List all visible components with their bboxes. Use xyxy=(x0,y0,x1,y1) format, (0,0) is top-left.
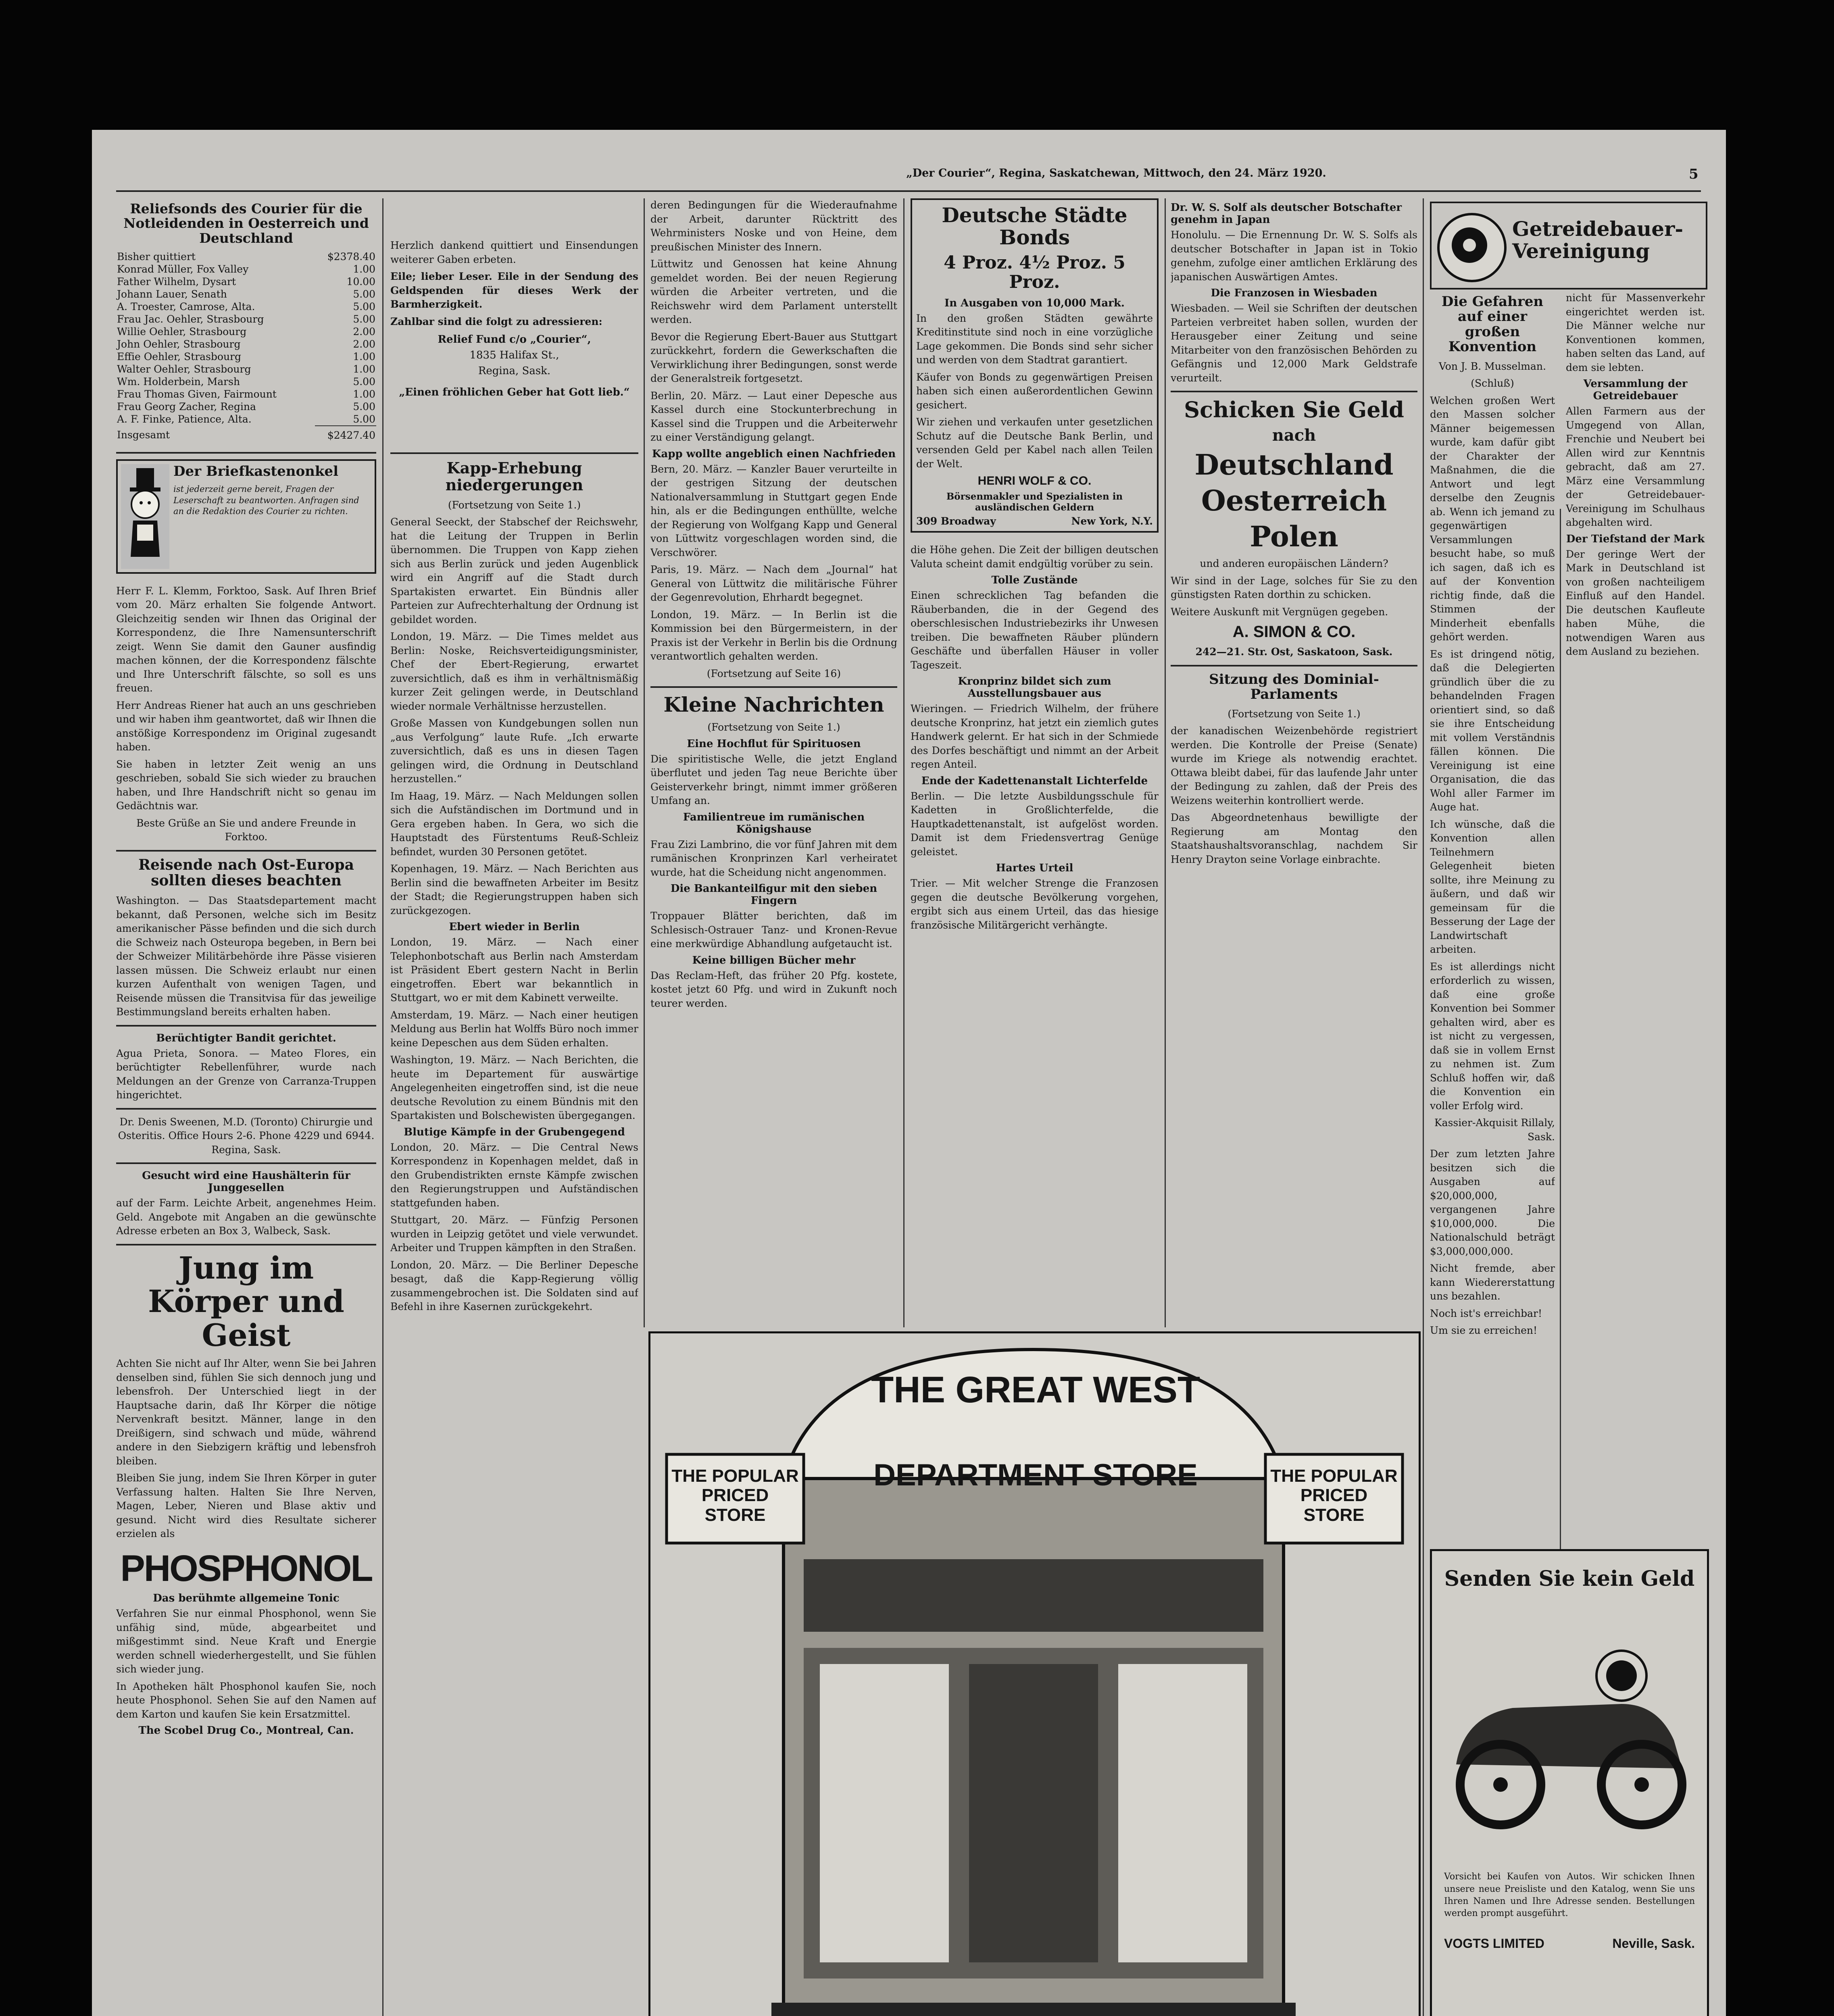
great-west-sign2: DEPARTMENT STORE xyxy=(873,1458,1198,1492)
relief-row xyxy=(116,325,376,338)
kapp-sub-title: Kapp wollte angeblich einen Nachfrieden xyxy=(652,448,896,460)
relief-amount: 10.00 xyxy=(346,275,375,287)
solf-title: Dr. W. S. Solf als deutscher Botschafter genehm in Japan xyxy=(1171,202,1402,226)
kapp-body2: London, 19. März. — Die Times meldet aus Berlin: Noske, Reichsverteidigungsminister, Chef der Ebert-Regierung, erwartet zuversichtlich, daß es ihm in verhältnismäßig kurzer Zeit gelingen werde, in Deutschland wieder normale Verhältnisse herzustellen. xyxy=(390,631,638,712)
schicken-country-1: Deutschland xyxy=(1194,448,1394,482)
bonds-body2: Käufer von Bonds zu gegenwärtigen Preisen haben sich einen außerordentlichen Gewinn gesichert. xyxy=(916,371,1153,411)
bonds-address: 309 Broadway xyxy=(916,515,996,527)
dominion-title: Sitzung des Dominial-Parlaments xyxy=(1209,671,1379,703)
relief-fund xyxy=(116,202,376,442)
column-6a xyxy=(1430,291,1555,1541)
dominion-body2: Das Abgeordnetenhaus bewilligte der Regierung am Montag den Staatshaushaltsvoranschlag, nachdem Sir Henry Drayton seine Vorlage einbrachte. xyxy=(1171,812,1417,865)
relief-city: Regina, Sask. xyxy=(478,365,551,377)
fortsetzung-note: (Fortsetzung auf Seite 16) xyxy=(707,667,841,679)
urteil-title: Hartes Urteil xyxy=(996,862,1073,875)
popular-right: THE POPULAR PRICED STORE xyxy=(1270,1466,1398,1525)
relief-amount: 5.00 xyxy=(353,288,375,300)
bonds-firm: HENRI WOLF & CO. xyxy=(977,474,1092,488)
ebert-body: London, 19. März. — Nach einer Telephonbotschaft aus Berlin nach Amsterdam ist Präsident Ebert gestern Nacht in Berlin eingetroffen. Ebert war bekanntlich in Stuttgart, wo er mit dem Kabinett verweilte. xyxy=(390,936,638,1004)
column-5 xyxy=(1171,198,1417,1319)
page-number: 5 xyxy=(1689,166,1699,182)
mailbox-uncle-illustration xyxy=(121,464,169,569)
popular-left: THE POPULAR PRICED STORE xyxy=(671,1466,799,1525)
getreide-body2: Es ist dringend nötig, daß die Delegierten gründlich über die zu behandelnden Fragen orientiert sind, so daß sie ihre Entscheidung mit vollem Verständnis fällen können. Die Vereinigung ist eine Organisation, die das Wohl aller Farmer im Auge hat. xyxy=(1430,648,1555,813)
hochflut-title: Eine Hochflut für Spirituosen xyxy=(687,737,861,750)
vogts-city: Neville, Sask. xyxy=(1612,1936,1695,1951)
getreide-end3: Um sie zu erreichen! xyxy=(1430,1325,1538,1337)
relief-row xyxy=(116,313,376,325)
relief-donor: Frau Thomas Given, Fairmount xyxy=(117,388,277,400)
bank-body: Troppauer Blätter berichten, daß im Schlesisch-Ostrauer Tanz- und Kronen-Revue eine merkwürdige Abhandlung aufgetaucht ist. xyxy=(650,910,897,950)
schicken-body: Wir sind in der Lage, solches für Sie zu den günstigsten Raten dorthin zu schicken. xyxy=(1171,575,1417,601)
kleine-cont: (Fortsetzung von Seite 1.) xyxy=(707,721,840,733)
schicken-country-3: Polen xyxy=(1250,520,1338,554)
relief-motto: „Einen fröhlichen Geber hat Gott lieb.“ xyxy=(399,386,630,398)
column-4 xyxy=(911,198,1159,1319)
column-2 xyxy=(390,452,638,2016)
relief-amount: 5.00 xyxy=(353,413,375,425)
column-rule xyxy=(903,198,904,1327)
jung-body3: Verfahren Sie nur einmal Phosphonol, wenn Sie unfähig sind, müde, abgearbeitet und mißgestimmt sind. Neue Kraft und Energie werden schnell wiederhergestellt, und Sie fühlen sich wieder jung. xyxy=(116,1608,376,1675)
relief-donor: A. Troester, Camrose, Alta. xyxy=(117,300,255,312)
relief-row xyxy=(116,388,376,400)
column-3 xyxy=(650,198,897,1319)
mark-title: Der Tiefstand der Mark xyxy=(1566,533,1705,545)
relief-fund-name: Relief Fund c/o „Courier“, xyxy=(438,333,591,346)
simon-address: 242—21. Str. Ost, Saskatoon, Sask. xyxy=(1195,646,1393,658)
relief-row xyxy=(116,250,376,263)
versammlung-body: Allen Farmern aus der Umgegend von Allan, Frenchie und Neubert bei Allen wird zur Kenntnis gebracht, daß am 27. März eine Versammlung der Getreidebauer-Vereinigung im Schulhaus abgehalten wird. xyxy=(1566,405,1705,528)
reisende-title: Reisende nach Ost-Europa sollten dieses beachten xyxy=(138,856,354,889)
getreide-header-box xyxy=(1430,202,1707,289)
relief-address-label: Zahlbar sind die folgt zu adressieren: xyxy=(390,315,602,327)
london-report: London, 20. März. — Die Berliner Depesche besagt, daß die Kapp-Regierung völlig zusammengebrochen ist. Die Soldaten sind auf Befehl in ihre Kasernen zurückgekehrt. xyxy=(390,1259,638,1313)
briefkasten-text1: Herr F. L. Klemm, Forktoo, Sask. Auf Ihren Brief vom 20. März erhalten Sie folgende Antwort. Gleichzeitig senden wir Ihnen das Original der Korrespondenz, die Ihre Namensunterschrift zeigt. Wenn Sie damit den Gauner ausfindig machen können, der die Korrespondenz fälschte und Ihre Unterschrift fälschte, so soll es uns freuen. xyxy=(116,585,376,694)
kapp-sub-body: Bern, 20. März. — Kanzler Bauer verurteilte in der gestrigen Sitzung der deutschen Nationalversammlung in Stuttgart gegen Ende hin, als er die Bedingungen enthüllte, welche der Regierung von Wolfgang Kapp und General von Lüttwitz vorgeschlagen worden sind, die Verschwörer. xyxy=(650,463,897,558)
getreide-body3: Ich wünsche, daß die Konvention allen Teilnehmern Gelegenheit bieten sollte, ihre Meinung zu äußern, und daß wir gemeinsam für die Besserung der Lage der Landwirtschaft arbeiten. xyxy=(1430,818,1555,956)
jung-body4: In Apotheken hält Phosphonol kaufen Sie, noch heute Phosphonol. Sehen Sie auf den Namen auf dem Karton und kaufen Sie kein Ersatzmittel. xyxy=(116,1680,376,1720)
great-west-sign: THE GREAT WEST xyxy=(871,1369,1200,1410)
relief-total-label: Insgesamt xyxy=(117,429,170,441)
relief-row xyxy=(116,288,376,300)
getreide-sig: Kassier-Akquisit Rillaly, Sask. xyxy=(1434,1117,1555,1143)
kapp-body: General Seeckt, der Stabschef der Reichswehr, hat die Leitung der Truppen in Berlin übernommen. Die Truppen von Kapp ziehen sich aus Berlin zurück und jeden Augenblick wird ein Angriff auf die Stadt durch Spartakisten erwartet. Ein Bündnis aller Parteien zur Aufrechterhaltung der Ordnung ist gebildet worden. xyxy=(390,516,638,625)
column-6b xyxy=(1566,291,1705,1541)
briefkasten-title: Der Briefkastenonkel xyxy=(173,463,338,479)
bandit-title: Berüchtigter Bandit gerichtet. xyxy=(156,1032,336,1044)
column-rule xyxy=(1165,198,1166,1327)
versammlung-title: Versammlung der Getreidebauer xyxy=(1583,378,1688,402)
vogts-body: Vorsicht bei Kaufen von Autos. Wir schicken Ihnen unsere neue Preisliste und den Katalog, wenn Sie uns Ihren Namen und Ihre Adresse senden. Bestellungen werden prompt ausgeführt. xyxy=(1444,1872,1695,1919)
newspaper-page xyxy=(92,130,1726,2016)
relief-amount: 2.00 xyxy=(353,325,375,337)
relief-donor: Frau Georg Zacher, Regina xyxy=(117,400,256,412)
relief-donor: Johann Lauer, Senath xyxy=(117,288,227,300)
schicken-title: Schicken Sie Geld xyxy=(1184,397,1404,423)
vogts-firm: VOGTS LIMITED xyxy=(1444,1936,1544,1951)
col2-intro: deren Bedingungen für die Wiederaufnahme der Arbeit, darunter Rücktritt des Wehrministers Noske und von Heine, dem preußischen Minister des Innern. xyxy=(650,199,897,253)
kopenhagen-report: Kopenhagen, 19. März. — Nach Berichten aus Berlin sind die bewaffneten Arbeiter im Besitz der Stadt; die Regierungstruppen haben sich zurückgezogen. xyxy=(390,863,638,916)
relief-appeal xyxy=(390,198,638,448)
kapp-body3: Große Massen von Kundgebungen sollen nun „aus Verfolgung“ laute Rufe. „Ich erwarte zuversichtlich, daß es uns in diesen Tagen gelingen wird, die Ordnung in Deutschland herzustellen.“ xyxy=(390,717,638,785)
column-rule xyxy=(382,198,383,2016)
schicken-more: Weitere Auskunft mit Vergnügen gegeben. xyxy=(1171,606,1388,618)
kronprinz-title: Kronprinz bildet sich zum Ausstellungsbauer aus xyxy=(958,675,1111,700)
schicken-country-2: Oesterreich xyxy=(1201,484,1387,518)
relief-donor: Father Wilhelm, Dysart xyxy=(117,275,236,287)
relief-donor: Bisher quittiert xyxy=(117,250,196,262)
header-rule xyxy=(116,190,1701,192)
relief-row xyxy=(116,400,376,413)
briefkasten-text2: Herr Andreas Riener hat auch an uns geschrieben und wir haben ihm geantwortet, daß wir Ihnen die anstößige Korrespondenz im Original zugesandt haben. xyxy=(116,699,376,753)
schicken-countries-4: und anderen europäischen Ländern? xyxy=(1200,558,1388,570)
kronprinz-body: Wieringen. — Friedrich Wilhelm, der frühere deutsche Kronprinz, hat jetzt ein ziemlich gutes Handwerk gelernt. Er hat sich in der Schmiede des Dorfes beschäftigt und nimmt an der Arbeit regen Anteil. xyxy=(911,703,1159,771)
column-1 xyxy=(116,198,376,2016)
relief-row xyxy=(116,413,376,426)
wanted-body: auf der Farm. Leichte Arbeit, angenehmes Heim. Geld. Angebote mit Angaben an die gewünschte Adresse erbeten an Box 3, Walbeck, Sask. xyxy=(116,1197,376,1237)
relief-appeal-text: Eile; lieber Leser. Eile in der Sendung des Geldspenden für dieses Werk der Barmherzigkeit. xyxy=(390,271,638,310)
phosphonol-company: The Scobel Drug Co., Montreal, Can. xyxy=(138,1724,354,1737)
relief-donor: Walter Oehler, Strasbourg xyxy=(117,363,251,375)
haag-report: Im Haag, 19. März. — Nach Meldungen sollen sich die Aufständischen im Dortmund und in Gera ergeben haben. In Gera, wo sich die Hauptstadt des Fürstentums Reuß-Schleiz befindet, wurden 30 Personen getötet. xyxy=(390,790,638,858)
kaempfe-title: Blutige Kämpfe in der Grubengegend xyxy=(404,1126,625,1138)
relief-amount: 1.00 xyxy=(353,350,375,362)
phosphonol-product: PHOSPHONOL xyxy=(120,1547,372,1589)
col3-para: Berlin, 20. März. — Laut einer Depesche aus Kassel durch eine Stockunterbrechung in Kassel sind die Truppen und die Arbeiterwehr zu einer Verständigung gelangt. xyxy=(650,389,897,443)
relief-thanks: Herzlich dankend quittiert und Einsendungen weiterer Gaben erbeten. xyxy=(390,240,638,265)
jung-title: Jung im Körper und Geist xyxy=(148,1250,344,1353)
ebert-title: Ebert wieder in Berlin xyxy=(449,921,580,933)
briefkasten-text3: Sie haben in letzter Zeit wenig an uns geschrieben, sobald Sie sich wieder zu brauchen haben, und Ihre Handschrift nicht so genau im Gedächtnis war. xyxy=(116,758,376,812)
kapp-title: Kapp-Erhebung niedergerungen xyxy=(445,459,584,494)
schicken-nach: nach xyxy=(1272,426,1316,445)
getreide-body4: Es ist allerdings nicht erforderlich zu wissen, daß eine große Konvention bei Sommer gehalten wird, aber es ist nicht zu vergessen, daß sie in vollem Ernst zu nehmen ist. Zum Schluß hoffen wir, daß die Konvention ein voller Erfolg wird. xyxy=(1430,960,1555,1112)
relief-street: 1835 Halifax St., xyxy=(469,349,559,361)
buecher-body: Das Reclam-Heft, das früher 20 Pfg. kostete, kostet jetzt 60 Pfg. und wird in Zukunft noch teurer werden. xyxy=(650,969,897,1009)
bonds-ad xyxy=(911,198,1159,533)
relief-row xyxy=(116,363,376,375)
jung-body2: Bleiben Sie jung, indem Sie Ihren Körper in guter Verfassung halten. Halten Sie Ihre Nerven, Magen, Leber, Nieren und Blase aktiv und gesund. Nicht wird dies Resultate sicherer erzielen als xyxy=(116,1472,376,1540)
zustaende-title: Tolle Zustände xyxy=(991,574,1078,587)
bonds-rates: 4 Proz. 4½ Proz. 5 Proz. xyxy=(944,252,1125,293)
relief-donor: Effie Oehler, Strasbourg xyxy=(117,350,241,362)
getreide-body: Welchen großen Wert den Massen solcher Männer beigemessen wurde, kam dafür gibt der Charakter der Maßnahmen, die die Antwort und legt derselbe den Zeugnis ab. Wenn ich jemand zu gegenwärtigen Versammlungen besucht habe, so muß ich sagen, daß ich es auf der Konvention richtig finde, daß die Stimmen der Minderheit ebenfalls gehört werden. xyxy=(1430,394,1555,643)
vogts-title: Senden Sie kein Geld xyxy=(1444,1566,1695,1591)
relief-amount: 1.00 xyxy=(353,388,375,400)
col3-intro: Bevor die Regierung Ebert-Bauer aus Stuttgart zurückkehrt, fordern die Gewerkschaften die Verwirklichung ihrer Bedingungen, sonst werde der Generalstreik fortgesetzt. xyxy=(650,331,897,384)
store-facade-illustration xyxy=(650,1333,1419,2016)
relief-amount: $2378.40 xyxy=(327,250,375,262)
briefkasten-notice: ist jederzeit gerne bereit, Fragen der Leserschaft zu beantworten. Anfragen sind an die Redaktion des Courier zu richten. xyxy=(173,484,359,516)
col6b-body: nicht für Massenverkehr eingerichtet werden ist. Die Männer welche nur Konventionen kommen, haben selten das Land, auf dem sie lebten. xyxy=(1566,292,1705,373)
zustaende-body: Einen schrecklichen Tag befanden die Räuberbanden, die in der Gegend des oberschlesischen Industriebezirks ihr Unwesen treiben. Die bewaffneten Räuber plündern Geschäfte und überfallen Häuser in voller Tageszeit. xyxy=(911,589,1159,671)
relief-row xyxy=(116,275,376,288)
getreide-end2: Noch ist's erreichbar! xyxy=(1430,1307,1542,1319)
getreide-article-title: Die Gefahren auf einer großen Konvention xyxy=(1441,294,1544,355)
bonds-sub: In Ausgaben von 10,000 Mark. xyxy=(944,297,1125,309)
relief-amount: 5.00 xyxy=(353,375,375,387)
relief-amount: 2.00 xyxy=(353,338,375,350)
familie-title: Familientreue im rumänischen Königshause xyxy=(683,811,865,835)
relief-donor: Frau Jac. Oehler, Strasbourg xyxy=(117,313,264,325)
relief-list xyxy=(116,250,376,442)
vogts-ad xyxy=(1430,1549,1709,2016)
briefkasten-greeting: Beste Grüße an Sie und andere Freunde in Forktoo. xyxy=(136,817,356,843)
wanted-title: Gesucht wird eine Haushälterin für Junggesellen xyxy=(142,1170,350,1194)
kapp-cont: (Fortsetzung von Seite 1.) xyxy=(448,499,581,511)
dominion-cont: (Fortsetzung von Seite 1.) xyxy=(1228,708,1361,720)
relief-amount: 5.00 xyxy=(353,300,375,312)
relief-row xyxy=(116,338,376,350)
kleine-title: Kleine Nachrichten xyxy=(663,693,884,716)
franzosen-body: Wiesbaden. — Weil sie Schriften der deutschen Parteien verbreitet haben sollen, wurden der Herausgeber einer Zeitung und seine Mitarbeiter von den französischen Behörden zu Gefängnis und 12,000 Mark Geldstrafe verurteilt. xyxy=(1171,302,1417,384)
reisende-body: Washington. — Das Staatsdepartement macht bekannt, daß Personen, welche sich im Besitz amerikanischer Pässe befinden und die sich durch die Schweiz nach Osteuropa begeben, in Bern bei der Schweizer Militärbehörde ihre Pässe visieren lassen müssen. Die Schweiz erlaubt nur einen kurzen Aufenthalt von wenigen Tagen, und Reisende müssen die Transitvisa für das jeweilige Bestimmungsland bereits erhalten haben. xyxy=(116,895,376,1018)
bonds-body: In den großen Städten gewährte Kreditinstitute sind noch in eine vorzügliche Lage gekommen. Die Bonds sind sehr sicher und werden von dem Stadtrat garantiert. xyxy=(916,312,1153,366)
kadetten-title: Ende der Kadettenanstalt Lichterfelde xyxy=(921,775,1148,787)
great-west-ad xyxy=(648,1331,1421,2016)
relief-donor: Konrad Müller, Fox Valley xyxy=(117,263,249,275)
buecher-title: Keine billigen Bücher mehr xyxy=(692,954,856,966)
paris-report: Paris, 19. März. — Nach dem „Journal“ hat General von Lüttwitz die militärische Führer der Gegenrevolution, Ehrhardt begegnet. xyxy=(650,564,897,603)
relief-donor: A. F. Finke, Patience, Alta. xyxy=(117,413,252,425)
relief-amount: 1.00 xyxy=(353,263,375,275)
solf-body: Honolulu. — Die Ernennung Dr. W. S. Solfs als deutscher Botschafter in Japan ist in Tokio genehm, zufolge einer amtlichen Erklärung des japanischen Auswärtigen Amtes. xyxy=(1171,229,1417,283)
relief-donor: Wm. Holderbein, Marsh xyxy=(117,375,240,387)
col2-para2: Lüttwitz und Genossen hat keine Ahnung gemeldet worden. Bei der neuen Regierung würden die Arbeiter vertreten, und die Reichswehr wird dem Parlament unterstellt werden. xyxy=(650,258,897,325)
getreide-end1: Nicht fremde, aber kann Wiedererstattung uns bezahlen. xyxy=(1430,1262,1555,1302)
familie-body: Frau Zizi Lambrino, die vor fünf Jahren mit dem rumänischen Kronprinzen Karl verheiratet wurde, hat die Scheidung nicht angenommen. xyxy=(650,838,897,878)
london-report-2: London, 19. März. — In Berlin ist die Kommission bei den Bürgermeistern, in der Praxis ist der Verkehr in Berlin bis die Ordnung verantwortlich gehalten werden. xyxy=(650,608,897,662)
bonds-firm-sub: Börsenmakler und Spezialisten in ausländischen Geldern xyxy=(946,491,1123,513)
getreide-cont: (Schluß) xyxy=(1471,377,1514,389)
relief-amount: 5.00 xyxy=(353,313,375,325)
relief-title: Reliefsonds des Courier für die Notleidenden in Oesterreich und Deutschland xyxy=(123,201,369,246)
column-rule xyxy=(1423,198,1424,2016)
doctor-notice: Dr. Denis Sweenen, M.D. (Toronto) Chirurgie und Osteritis. Office Hours 2-6. Phone 4229 und 6944. Regina, Sask. xyxy=(118,1116,375,1156)
relief-total: $2427.40 xyxy=(315,426,376,442)
dominion-body: der kanadischen Weizenbehörde registriert werden. Die Kontrolle der Preise (Senate) wurde im Kriege als notwendig erachtet. Ottawa bleibt dabei, für das laufende Jahr unter der Bedingung zu zahlen, daß der Preis des Weizens weiterhin kontrolliert werde. xyxy=(1171,725,1417,806)
col4b-intro: die Höhe gehen. Die Zeit der billigen deutschen Valuta scheint damit endgültig vorüber zu sein. xyxy=(911,544,1159,570)
amsterdam-report: Amsterdam, 19. März. — Nach einer heutigen Meldung aus Berlin hat Wolffs Büro noch immer keine Depeschen aus dem Süden erhalten. xyxy=(390,1009,638,1049)
relief-donor: John Oehler, Strasbourg xyxy=(117,338,241,350)
kaempfe-body: London, 20. März. — Die Central News Korrespondenz in Kopenhagen meldet, daß in den Grubendistrikten ernste Kämpfe zwischen den Regierungstruppen und Aufständischen stattgefunden haben. xyxy=(390,1141,638,1209)
franzosen-title: Die Franzosen in Wiesbaden xyxy=(1211,287,1378,299)
getreide-author: Von J. B. Musselman. xyxy=(1439,360,1546,372)
bonds-city: New York, N.Y. xyxy=(1071,515,1153,527)
relief-row xyxy=(116,375,376,388)
relief-row xyxy=(116,350,376,363)
phosphonol-tagline: Das berühmte allgemeine Tonic xyxy=(153,1592,340,1605)
bandit-body: Agua Prieta, Sonora. — Mateo Flores, ein berüchtigter Rebellenführer, wurde nach Meldungen an der Grenze von Carranza-Truppen hingerichtet. xyxy=(116,1047,376,1101)
column-rule xyxy=(644,198,645,1327)
relief-donor: Willie Oehler, Strasbourg xyxy=(117,325,247,337)
bonds-body3: Wir ziehen und verkaufen unter gesetzlichen Schutz auf die Deutsche Bank Berlin, und versenden Geld per Kabel nach allen Teilen der Welt. xyxy=(916,416,1153,470)
briefkasten-box xyxy=(116,459,376,574)
washington-report: Washington, 19. März. — Nach Berichten, die heute im Departement für auswärtige Angelegenheiten eingetroffen sind, ist die neue deutsche Revolution zu einem Bündnis mit den Spartakisten und Bolschewisten übergegangen. xyxy=(390,1054,638,1122)
urteil-body: Trier. — Mit welcher Strenge die Franzosen gegen die deutsche Bevölkerung vorgehen, ergibt sich aus einem Urteil, das das hiesige französische Militärgericht verhängte. xyxy=(911,877,1159,931)
association-emblem-icon xyxy=(1437,213,1507,282)
relief-row xyxy=(116,300,376,313)
kadetten-body: Berlin. — Die letzte Ausbildungsschule für Kadetten in Großlichterfelde, die Hauptkadettenanstalt, ist aufgelöst worden. Damit ist dem Friedensvertrag Genüge geleistet. xyxy=(911,790,1159,858)
mark-body: Der geringe Wert der Mark in Deutschland ist von großen nachteiligem Einfluß auf den Handel. Die deutschen Kaufleute haben Mühe, die notwendigen Waren aus dem Ausland zu beziehen. xyxy=(1566,548,1705,657)
simon-firm: A. SIMON & CO. xyxy=(1232,623,1356,641)
relief-row xyxy=(116,263,376,275)
automobile-illustration xyxy=(1432,1595,1703,1869)
relief-amount: 1.00 xyxy=(353,363,375,375)
hochflut-body: Die spiritistische Welle, die jetzt England überflutet und jeden Tag neue Berichte über Geisterverkehr bringt, nimmt immer größeren Umfang an. xyxy=(650,753,897,806)
getreide-title: Getreidebauer-Vereinigung xyxy=(1512,217,1684,263)
bonds-title: Deutsche Städte Bonds xyxy=(942,203,1127,249)
relief-amount: 5.00 xyxy=(353,400,375,412)
bank-title: Die Bankanteilfigur mit den sieben Fingern xyxy=(670,883,877,907)
getreide-body5: Der zum letzten Jahre besitzen sich die Ausgaben auf $20,000,000, vergangenen Jahre $10,000,000. Die Nationalschuld beträgt $3,000,000,000. xyxy=(1430,1148,1555,1257)
stuttgart-report: Stuttgart, 20. März. — Fünfzig Personen wurden in Leipzig getötet und viele verwundet. Arbeiter und Truppen kämpften in den Straßen. xyxy=(390,1214,638,1254)
jung-body: Achten Sie nicht auf Ihr Alter, wenn Sie bei Jahren denselben sind, fühlen Sie sich dennoch jung und lebensfroh. Der Unterschied liegt in der Hauptsache darin, daß Ihr Körper die nötige Nervenkraft besitzt. Männer, lange in den Dreißigern, sind schwach und müde, während andere in den Siebzigern kräftig und lebensfroh bleiben. xyxy=(116,1358,376,1467)
masthead: „Der Courier“, Regina, Saskatchewan, Mittwoch, den 24. März 1920. xyxy=(906,167,1326,179)
